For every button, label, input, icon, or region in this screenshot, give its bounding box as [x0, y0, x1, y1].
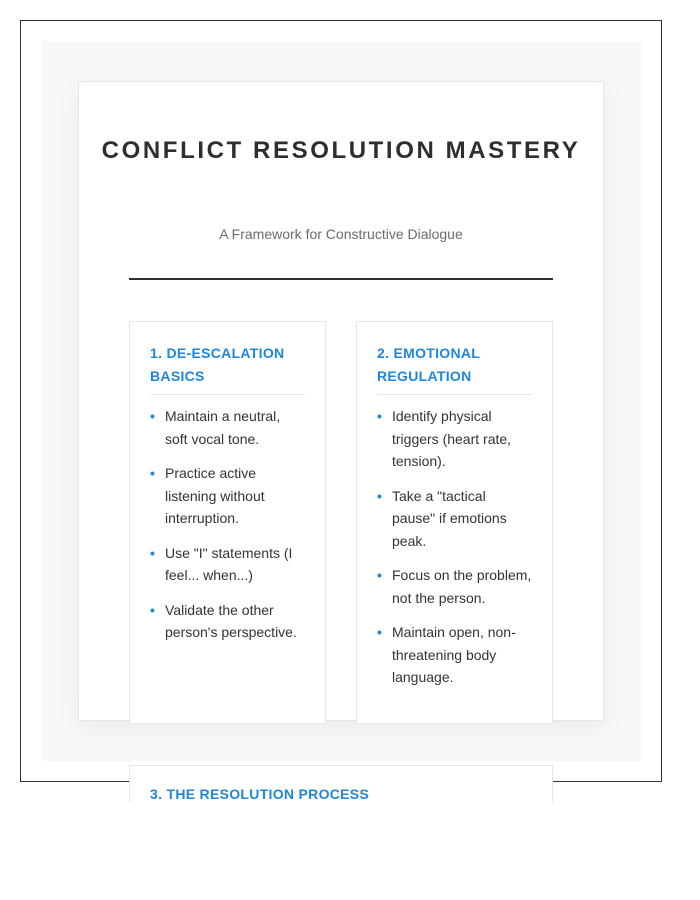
list-item: • Maintain open, non-threatening body language.: [377, 621, 532, 689]
section-de-escalation: [129, 321, 326, 724]
list-item: • Identify physical triggers (heart rate, tension).: [377, 405, 532, 473]
page-title: CONFLICT RESOLUTION MASTERY: [101, 137, 581, 164]
section-emotional-regulation: [356, 321, 553, 724]
list-item: • Focus on the problem, not the person.: [377, 564, 532, 609]
section-title: 2. EMOTIONAL REGULATION: [377, 342, 532, 395]
page-subtitle: A Framework for Constructive Dialogue: [219, 226, 463, 242]
title-divider: [129, 278, 553, 280]
list-item: • Maintain a neutral, soft vocal tone.: [150, 405, 305, 450]
section-title: 1. DE-ESCALATION BASICS: [150, 342, 305, 395]
list-item: • Use "I" statements (I feel... when...): [150, 542, 305, 587]
section-title: 3. THE RESOLUTION PROCESS: [150, 786, 370, 802]
list-item: • Practice active listening without interruption.: [150, 462, 305, 530]
list-item: • Validate the other person's perspective.: [150, 599, 305, 644]
list-item: • Take a "tactical pause" if emotions peak.: [377, 485, 532, 553]
section-resolution-process: [129, 765, 553, 802]
